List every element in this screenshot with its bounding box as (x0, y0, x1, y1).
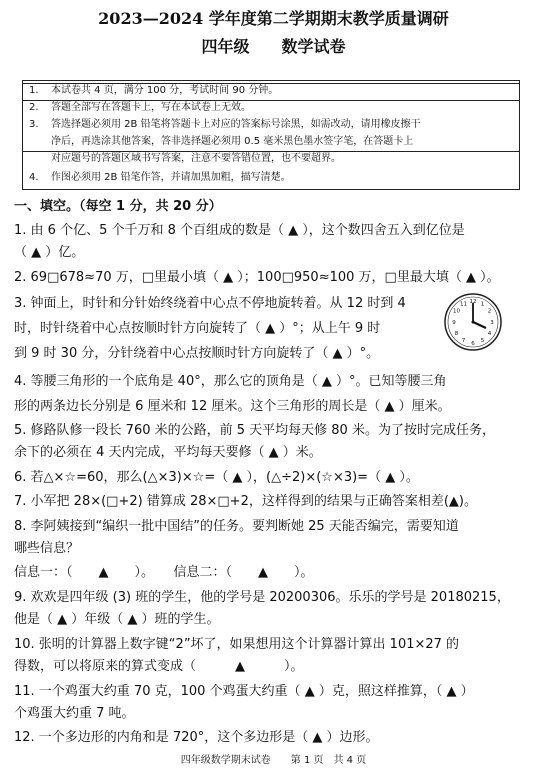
question-line: 9. 欢欢是四年级 (3) 班的学生，他的学号是 20200306。乐乐的学号是 20180215， (14, 590, 510, 605)
question-line: 到 9 时 30 分，分针绕着中心点按顺时针方向旋转了（ ▲ ）°。 (14, 346, 380, 361)
svg-text:4: 4 (487, 331, 492, 337)
svg-text:2: 2 (487, 308, 492, 315)
clock-face-icon (443, 292, 503, 352)
question-line: 8. 李阿姨接到“编织一批中国结”的任务。要判断她 25 天能否编完，需要知道 (14, 519, 459, 534)
section-heading: 一、填空。（每空 1 分，共 20 分） (14, 199, 222, 214)
question-line: 他是（ ▲ ）年级（ ▲ ）班的学生。 (14, 612, 220, 627)
question-line: 时，时针绕着中心点按顺时针方向旋转了（ ▲ ）°；从上午 9 时 (14, 321, 381, 336)
note-text: 净后，再选涂其他答案，答非选择题必须用 0.5 毫米黑色墨水签字笔，在答题卡上 (51, 136, 414, 147)
note-text: 对应题号的答题区域书写答案，注意不要答错位置，也不要超界。 (51, 153, 341, 164)
svg-text:6: 6 (471, 341, 475, 347)
note-number: 4. (29, 172, 39, 183)
svg-text:7: 7 (461, 338, 466, 344)
question-line: 6. 若△×☆=60，那么(△×3)×☆=（ ▲ ），(△÷2)×(☆×3)=（ ▲ ）。 (14, 470, 419, 485)
note-number: 3. (29, 119, 39, 130)
svg-text:3: 3 (490, 320, 494, 326)
question-line: 余下的必须在 4 天内完成，平均每天要修（ ▲ ）米。 (14, 445, 322, 460)
note-line (23, 100, 519, 113)
svg-text:1: 1 (480, 301, 485, 308)
exam-title: 2023—2024 学年度第二学期期末教学质量调研 (98, 9, 449, 28)
question-line: 5. 修路队修一段长 760 米的公路，前 5 天平均每天修 80 米。为了按时完成任务， (14, 423, 495, 438)
question-line: 2. 69□678≈70 万，□里最小填（ ▲ ）；100□950≈100 万，□里最大填（ ▲ ）。 (14, 270, 500, 285)
question-line: 11. 一个鸡蛋大约重 70 克，100 个鸡蛋大约重（ ▲ ）克，照这样推算，（ ▲ ） (14, 684, 474, 699)
note-number: 1. (29, 85, 39, 96)
svg-text:5: 5 (480, 338, 485, 344)
question-line: 得数，可以将原来的算式变成（ ▲ ）。 (14, 659, 304, 674)
note-text: 答选择题必须用 2B 铅笔将答题卡上对应的答案标号涂黑，如需改动，请用橡皮擦干 (51, 119, 421, 130)
question-line: 信息一：（ ▲ ）。 信息二：（ ▲ ）。 (14, 565, 314, 580)
question-line: 哪些信息？ (14, 541, 80, 556)
note-text: 答题全部写在答题卡上，写在本试卷上无效。 (51, 102, 251, 113)
exam-subtitle: 四年级 数学试卷 (201, 37, 346, 56)
svg-text:12: 12 (469, 299, 477, 305)
note-number: 2. (29, 102, 39, 113)
note-text: 作图必须用 2B 铅笔作答，并请加黑加粗，描写清楚。 (51, 172, 291, 183)
note-line (23, 83, 519, 96)
instructions-box (22, 80, 520, 190)
svg-text:11: 11 (460, 301, 467, 308)
question-line: 个鸡蛋大约重 7 吨。 (14, 706, 135, 721)
question-line: 4. 等腰三角形的一个底角是 40°，那么它的顶角是（ ▲ ）°。已知等腰三角 (14, 374, 447, 389)
note-text: 本试卷共 4 页，满分 100 分，考试时间 90 分钟。 (51, 85, 279, 96)
note-line (23, 151, 519, 164)
page-footer: 四年级数学期末试卷 第 1 页 共 4 页 (180, 755, 367, 766)
question-line: （ ▲ ）亿。 (14, 245, 85, 260)
question-line: 10. 张明的计算器上数字键“2”坏了，如果想用这个计算器计算出 101×27 的 (14, 637, 460, 652)
question-line: 7. 小军把 28×(□+2) 错算成 28×□+2，这样得到的结果与正确答案相差(▲)。 (14, 494, 477, 509)
svg-text:10: 10 (453, 308, 460, 315)
question-line: 1. 由 6 个亿、5 个千万和 8 个百组成的数是（ ▲ ），这个数四舍五入到亿位是 (14, 223, 465, 238)
question-line: 形的两条边长分别是 6 厘米和 12 厘米。这个三角形的周长是（ ▲ ）厘米。 (14, 399, 451, 414)
question-line: 3. 钟面上，时针和分针始终绕着中心点不停地旋转着。从 12 时到 4 (14, 296, 406, 311)
svg-text:8: 8 (454, 331, 459, 337)
svg-text:9: 9 (452, 320, 456, 326)
question-line: 12. 一个多边形的内角和是 720°，这个多边形是（ ▲ ）边形。 (14, 730, 379, 745)
